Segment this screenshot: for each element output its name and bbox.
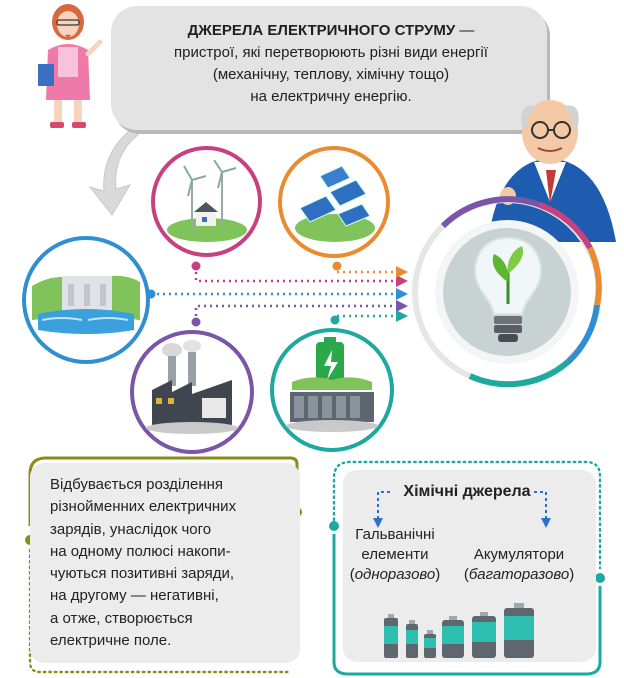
accumulator-note: (багаторазово) [463, 566, 575, 583]
battery-cells [380, 600, 550, 662]
battery-cell-icon [442, 616, 464, 658]
battery-cell-icon [406, 620, 418, 658]
definition-dash: — [455, 22, 475, 39]
galvanic-line-2: елементи [361, 546, 429, 563]
separation-line-5: чуються позитивні заряди, [50, 565, 235, 583]
definition-line-1: пристрої, які перетворюють різні види енергії [174, 44, 488, 61]
separation-line-2: різнойменних електричних [50, 498, 237, 516]
galvanic-note-text: одноразово [354, 566, 436, 583]
definition-line-2: (механічну, теплову, хімічну тощо) [212, 66, 450, 83]
separation-line-4: на одному полюсі накопи- [50, 542, 231, 560]
battery-cell-icon [424, 630, 436, 658]
accumulator-label [456, 545, 582, 585]
galvanic-line-1: Гальванічні [355, 526, 435, 543]
galvanic-label [340, 525, 450, 585]
separation-line-1: Відбувається розділення [50, 476, 224, 493]
separation-line-3: зарядів, унаслідок чого [50, 520, 212, 538]
definition-title: ДЖЕРЕЛА ЕЛЕКТРИЧНОГО СТРУМУ [187, 22, 456, 39]
chemical-title: Хімічні джерела [403, 483, 531, 500]
battery-cell-icon [504, 603, 534, 658]
separation-text [50, 474, 295, 652]
accumulator-note-text: багаторазово [468, 566, 570, 583]
battery-cell-icon [384, 614, 398, 658]
separation-line-6: на другому — негативні, [50, 587, 219, 605]
light-bulb-plant-icon [468, 234, 548, 352]
separation-line-7: а отже, створюється [50, 609, 193, 627]
separation-line-8: електричне поле. [50, 632, 172, 650]
galvanic-note: (одноразово) [349, 566, 441, 583]
definition-line-3: на електричну енергію. [250, 88, 412, 105]
accumulator-line: Акумулятори [473, 546, 565, 563]
battery-cell-icon [472, 612, 496, 658]
